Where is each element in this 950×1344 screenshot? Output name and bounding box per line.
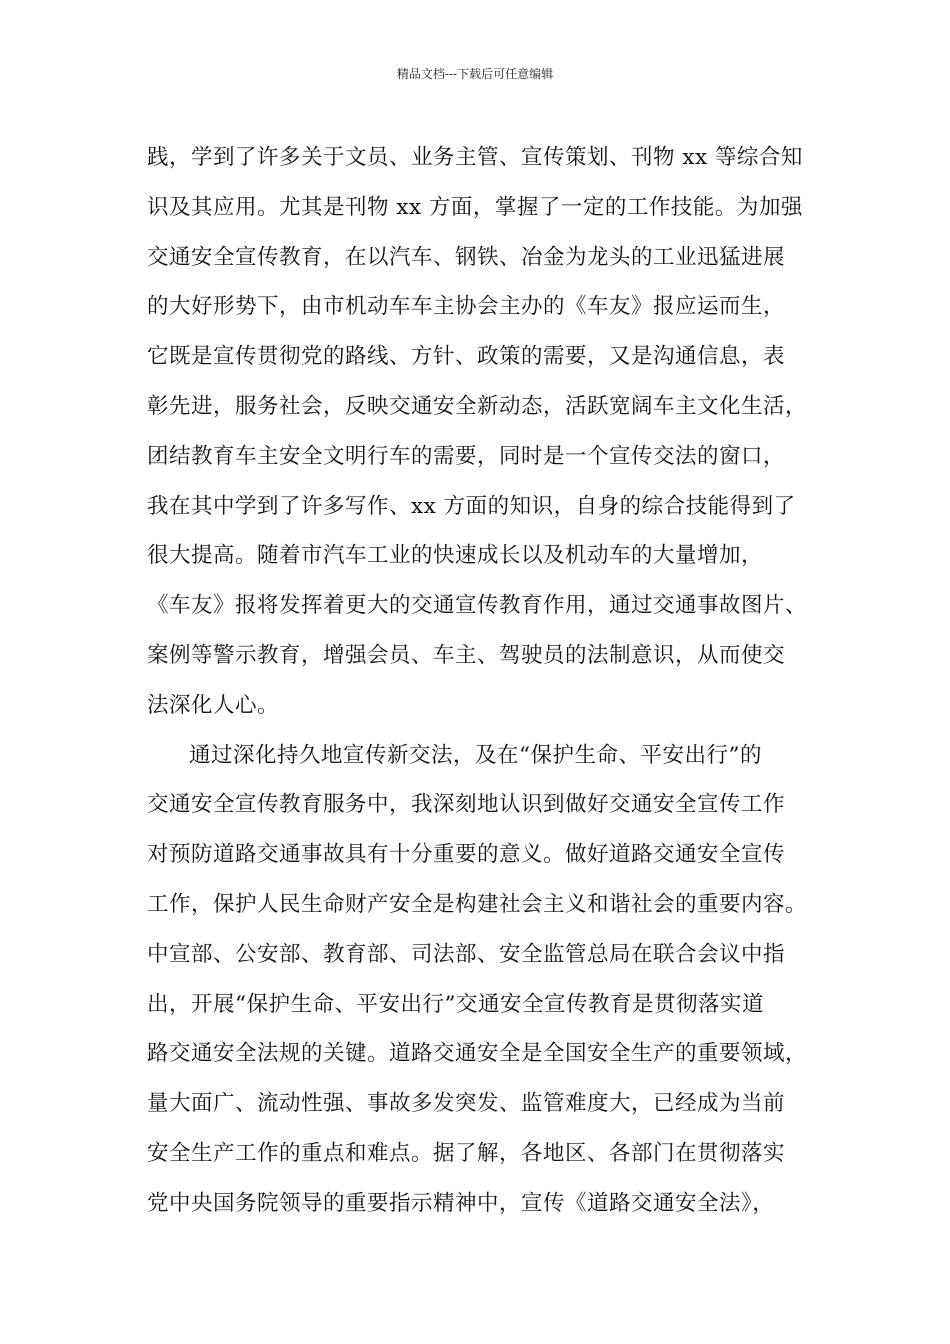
text-line: 《车友》报将发挥着更大的交通宣传教育作用，通过交通事故图片、 (147, 593, 808, 619)
text-line: 法深化人心。 (147, 692, 280, 718)
text-line: 的大好形势下，由市机动车车主协会主办的《车友》报应运而生， (147, 294, 786, 320)
text-line: 践，学到了许多关于文员、业务主管、宣传策划、刊物 xx 等综合知 (147, 145, 803, 170)
text-line: 彰先进，服务社会，反映交通安全新动态，活跃宽阔车主文化生活， (147, 393, 808, 419)
text-line: 很大提高。随着市汽车工业的快速成长以及机动车的大量增加， (147, 543, 764, 569)
text-line: 对预防道路交通事故具有十分重要的意义。做好道路交通安全宣传 (147, 842, 786, 868)
text-line: 党中央国务院领导的重要指示精神中，宣传《道路交通安全法》， (147, 1190, 775, 1216)
text-line: 路交通安全法规的关键。道路交通安全是全国安全生产的重要领域， (147, 1041, 808, 1067)
text-line: 中宣部、公安部、教育部、司法部、安全监管总局在联合会议中指 (147, 941, 786, 967)
text-line: 通过深化持久地宣传新交法，及在“保护生命、平安出行”的 (189, 742, 762, 768)
text-line: 它既是宣传贯彻党的路线、方针、政策的需要，又是沟通信息，表 (147, 344, 786, 370)
text-line: 安全生产工作的重点和难点。据了解，各地区、各部门在贯彻落实 (147, 1140, 786, 1166)
text-line: 交通安全宣传教育服务中，我深刻地认识到做好交通安全宣传工作 (147, 792, 786, 818)
text-line: 工作，保护人民生命财产安全是构建社会主义和谐社会的重要内容。 (147, 891, 808, 917)
text-line: 交通安全宣传教育，在以汽车、钢铁、冶金为龙头的工业迅猛进展 (147, 244, 786, 270)
text-line: 量大面广、流动性强、事故多发突发、监管难度大，已经成为当前 (147, 1091, 786, 1117)
document-body (147, 133, 837, 1229)
text-line: 识及其应用。尤其是刊物 xx 方面，掌握了一定的工作技能。为加强 (147, 194, 803, 220)
text-line: 案例等警示教育，增强会员、车主、驾驶员的法制意识，从而使交 (147, 642, 786, 668)
paragraph-1 (147, 133, 837, 731)
page-header: 精品文档---下载后可任意编辑 (396, 67, 554, 81)
text-line: 团结教育车主安全文明行车的需要，同时是一个宣传交法的窗口， (147, 443, 786, 469)
text-line: 出，开展“保护生命、平安出行”交通安全宣传教育是贯彻落实道 (147, 991, 764, 1017)
paragraph-2 (147, 731, 837, 1229)
text-line: 我在其中学到了许多写作、xx 方面的知识，自身的综合技能得到了 (147, 493, 796, 519)
